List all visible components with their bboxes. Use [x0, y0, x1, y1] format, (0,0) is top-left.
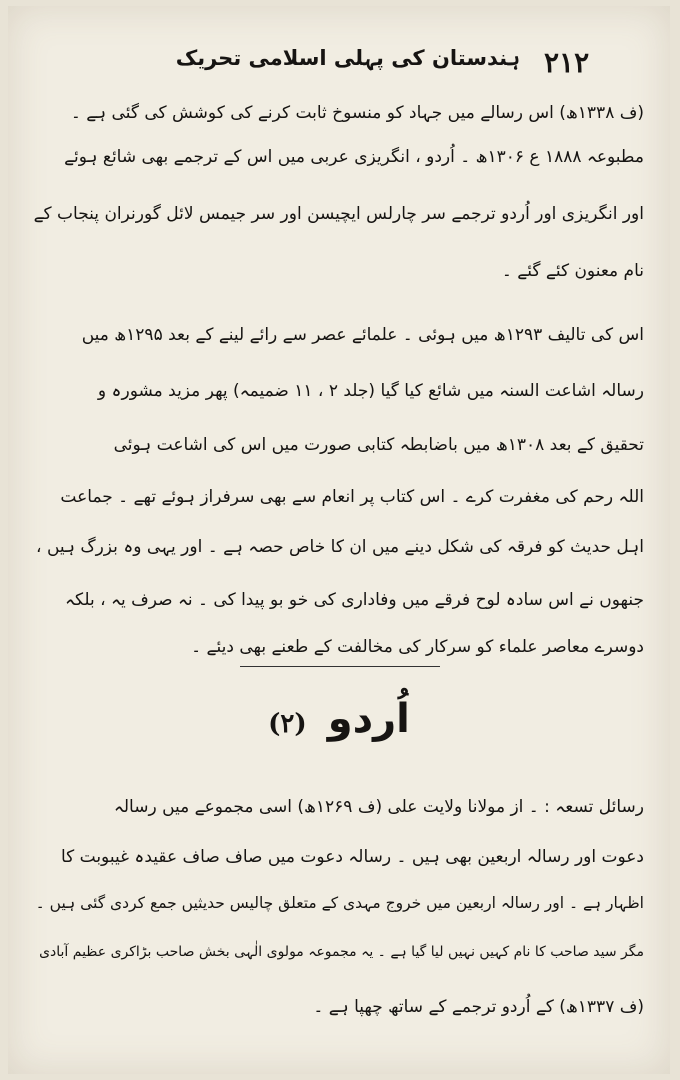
section-title: اُردو	[327, 696, 410, 742]
running-title: ہندستان کی پہلی اسلامی تحریک	[175, 46, 520, 70]
text-line: رسالہ اشاعت السنہ میں شائع کیا گیا (جلد ۲ ، ۱۱ ضمیمہ) پھر مزید مشورہ و	[97, 381, 644, 401]
book-page	[8, 6, 670, 1074]
text-line: (ف ۱۳۳۸ھ) اس رسالے میں جہاد کو منسوخ ثابت کرنے کی کوشش کی گئی ہے ۔	[70, 103, 644, 123]
text-line: اہل حدیث کو فرقہ کی شکل دینے میں ان کا خاص حصہ ہے ۔ اور یہی وہ بزرگ ہیں ،	[36, 537, 644, 557]
text-line: اور انگریزی اور اُردو ترجمے سر چارلس ایچیسن اور سر جیمس لائل گورنران پنجاب کے	[33, 204, 644, 224]
text-line: مطبوعہ ۱۸۸۸ ع ۱۳۰۶ھ ۔ اُردو ، انگریزی عربی میں اس کے ترجمے بھی شائع ہوئے	[64, 147, 644, 167]
text-line: دعوت اور رسالہ اربعین بھی ہیں ۔ رسالہ دعوت میں صاف صاف عقیدہ غیبوبت کا	[60, 847, 644, 867]
page-number: ۲۱۲	[544, 46, 590, 79]
text-line: جنھوں نے اس سادہ لوح فرقے میں وفاداری کی خو بو پیدا کی ۔ نہ صرف یہ ، بلکہ	[65, 590, 644, 610]
text-line: نام معنون کئے گئے ۔	[501, 261, 644, 281]
text-line: مگر سید صاحب کا نام کہیں نہیں لیا گیا ہے ۔ یہ مجموعہ مولوی الٰہی بخش صاحب بڑاکری عظیم آبادی	[39, 944, 644, 960]
text-line: اس کی تالیف ۱۲۹۳ھ میں ہوئی ۔ علمائے عصر سے رائے لینے کے بعد ۱۲۹۵ھ میں	[81, 325, 644, 345]
text-line: رسائل تسعہ : ۔ از مولانا ولایت علی (ف ۱۲۶۹ھ) اسی مجموعے میں رسالہ	[113, 797, 644, 817]
section-heading	[8, 696, 670, 742]
text-line: تحقیق کے بعد ۱۳۰۸ھ میں باضابطہ کتابی صورت میں اس کی اشاعت ہوئی	[113, 435, 644, 455]
section-number: (۲)	[268, 709, 307, 739]
underline-rule	[240, 666, 440, 667]
text-line: اللہ رحم کی مغفرت کرے ۔ اس کتاب پر انعام سے بھی سرفراز ہوئے تھے ۔ جماعت	[60, 487, 644, 507]
text-line: اظہار ہے ۔ اور رسالہ اربعین میں خروج مہدی کے متعلق چالیس حدیثیں جمع کردی گئی ہیں ۔	[35, 894, 644, 912]
text-line: (ف ۱۳۳۷ھ) کے اُردو ترجمے کے ساتھ چھپا ہے ۔	[313, 997, 644, 1017]
text-line: دوسرے معاصر علماء کو سرکار کی مخالفت کے طعنے بھی دیئے ۔	[191, 637, 644, 657]
